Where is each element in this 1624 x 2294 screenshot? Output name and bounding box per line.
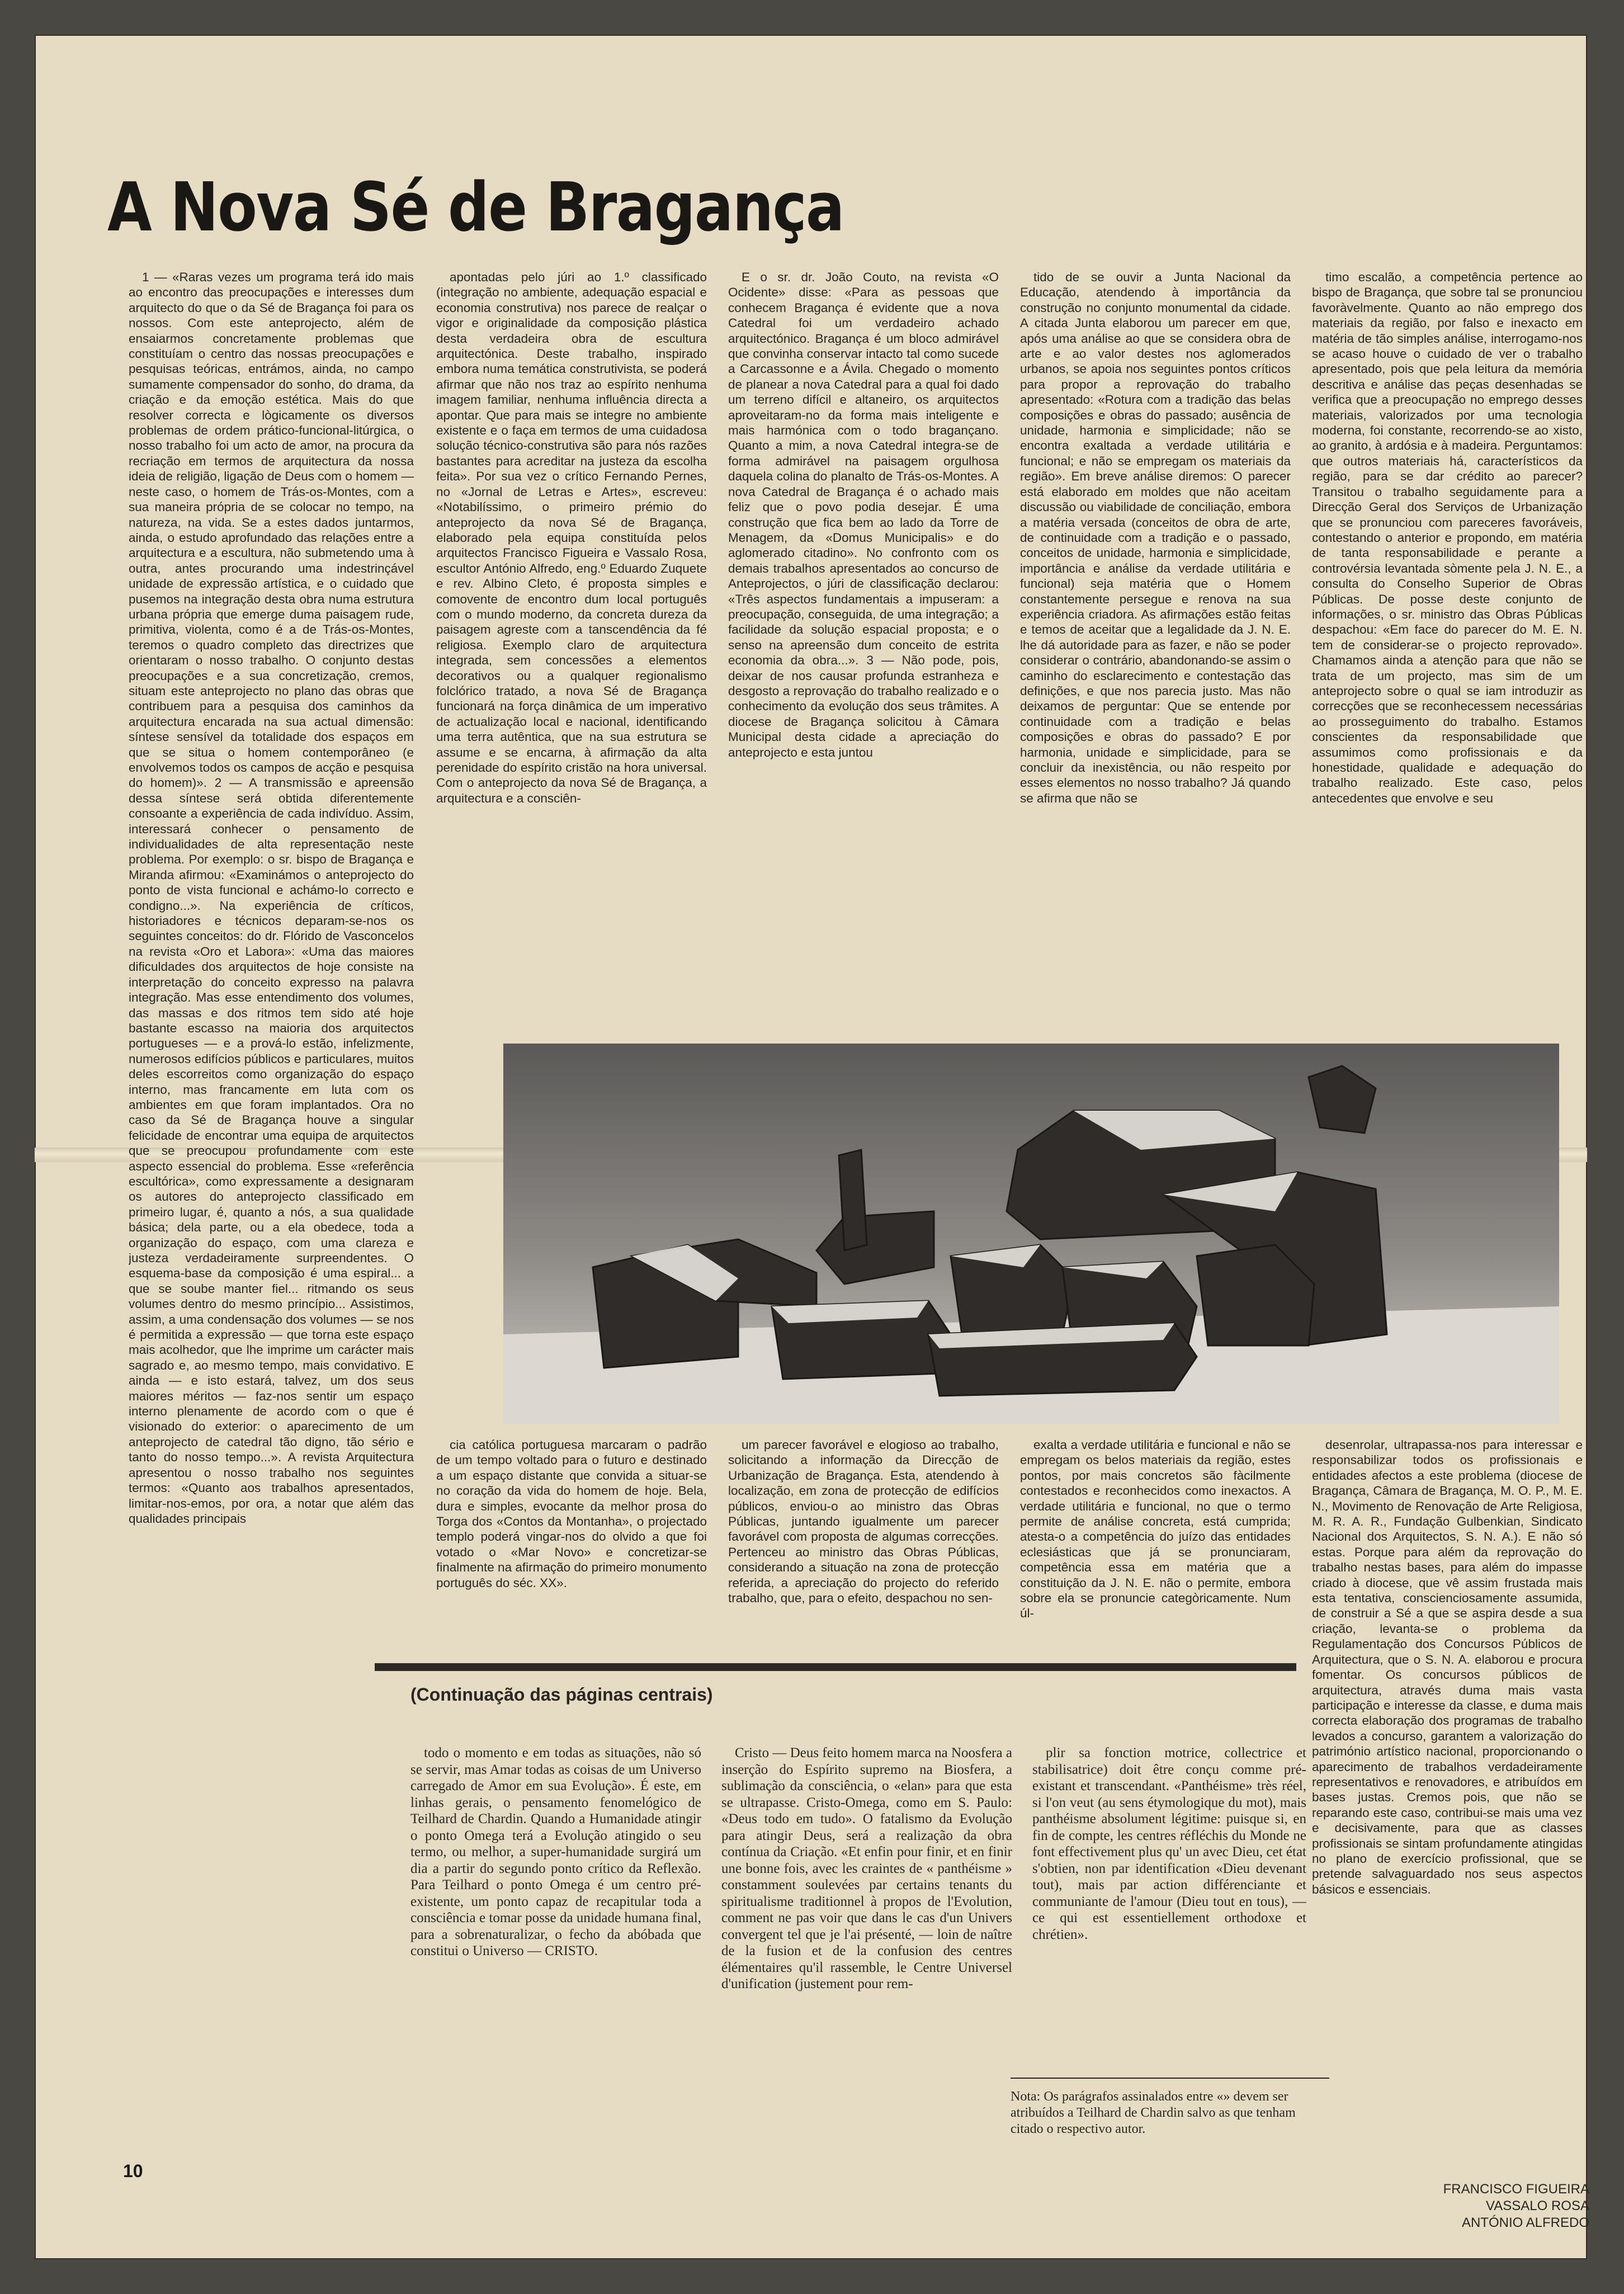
signature-3: ANTÓNIO ALFREDO [1461, 2215, 1589, 2230]
article-column-4-end: exalta a verdade utilitária e funcional e não se empregam os belos materiais da região, estes pontos, por mais concretos são fàcilmente contestados e reconhecidos como inexactos. A verdade utilitária e funcional, no que o termo permite de análise concreta, está cumprida; atesta-o a competência do juízo das entidades eclesiásticas que já se pronunciaram, competência essa em matéria que a constituição da J. N. E. não o permite, embora sobre ela se pronuncie categòricamente. Num úl- [1020, 1438, 1291, 1621]
page-number: 10 [123, 2161, 143, 2181]
headline: A Nova Sé de Bragança [107, 169, 844, 247]
continuation-column-1: todo o momento e em todas as situações, não só se servir, mas Amar todas as coisas de um Universo carregado de Amor em sua Evolução». É este, em linhas gerais, o pensamento fenomelógico de Teilhard de Chardin. Quando a Humanidade atingir o ponto Omega terá a Evolução atingido o seu termo, ou melhor, a super-humanidade surgirá um dia a partir do segundo ponto crítico da Reflexão. Para Teilhard o ponto Omega é um centro pré-existente, um ponto capaz de recapitular toda a consciência e tomar posse da unidade humana final, para a sobrenaturalizar, o fecho da abóbada que constitui o Universo — CRISTO. [410, 1745, 701, 1958]
footnote: Nota: Os parágrafos assinalados entre «» devem ser atribuídos a Teilhard de Chardin salvo as que tenham citado o respectivo autor. [1011, 2078, 1329, 2137]
article-column-5: timo escalão, a competência pertence ao bispo de Bragança, que sobre tal se pronunciou favoràvelmente. Quanto ao não emprego dos materiais da região, por falso e inexacto em matéria de tão simples análise, interrogamo-nos se acaso houve o cuidado de ver o trabalho apresentado, pois que pela leitura da memória descritiva e análise das peças desenhadas se verifica que a preocupação no emprego desses materiais, valorizados por uma tecnologia moderna, foi constante, recorrendo-se ao xisto, ao granito, à ardósia e à madeira. Perguntamos: que outros materiais há, característicos da região, para se dar crédito ao parecer? Transitou o trabalho seguidamente para a Direcção Geral dos Serviços de Urbanização que se pronunciou com pareceres favoráveis, contestando o anterior e propondo, em matéria de tanta responsabilidade e perante a controvérsia levantada sòmente pela J. N. E., a consulta do Conselho Superior de Obras Públicas. De posse deste conjunto de informações, o sr. ministro das Obras Públicas despachou: «Em face do parecer do M. E. N. tem de considerar-se o projecto reprovado». Chamamos ainda a atenção para que não se trata de um projecto, mas sim de um anteprojecto sobre o qual se iam introduzir as correcções que se reconhecessem necessárias ao prosseguimento do trabalho. Estamos conscientes da responsabilidade que assumimos como profissionais e da honestidade, qualidade e adequação do trabalho realizado. Este caso, pelos antecedentes que envolve e seu [1312, 270, 1583, 805]
article-column-2-end: cia católica portuguesa marcaram o padrão de um tempo voltado para o futuro e destinado a um espaço distante que convida a situar-se no coração da vida do homem de hoje. Bela, dura e simples, evocante da melhor prosa do Torga dos «Contos da Montanha», o projectado templo poderá vingar-nos do olvido a que foi votado o «Mar Novo» e concretizar-se finalmente na afirmação do primeiro monumento português do séc. XX». [436, 1438, 707, 1590]
author-signatures [1321, 2181, 1589, 2231]
continuation-column-3: plir sa fonction motrice, collectrice et stabilisatrice) doit être conçu comme pré-existant et transcendant. «Panthéisme» très réel, si l'on veut (au sens étymologique du mot), mais panthéisme absolument légitime: puisque si, en fin de compte, les centres réfléchis du Monde ne font effectivement plus qu' un avec Dieu, cet état s'obtien, non par identification «Dieu devenant tout), mais par action différenciante et communiante de l'amour (Dieu tout en tous), — ce qui est essentiellement orthodoxe et chrétien». [1032, 1745, 1306, 1942]
newspaper-page [35, 35, 1587, 2259]
article-column-2: apontadas pelo júri ao 1.º classificado (integração no ambiente, adequação espacial e economia construtiva) nos parece de realçar o vigor e originalidade da composição plástica desta verdadeira obra de escultura arquitectónica. Deste trabalho, inspirado embora numa temática construtivista, se poderá afirmar que não nos traz ao espírito nenhuma imagem familiar, nenhuma influência directa a apontar. Que para mais se integre no ambiente existente e o faça em termos de uma cuidadosa solução técnico-construtiva são para nós razões bastantes para acreditar na justeza da escolha feita». Por sua vez o crítico Fernando Pernes, no «Jornal de Letras e Artes», escreveu: «Notabilíssimo, o primeiro prémio do anteprojecto da nova Sé de Bragança, elaborado pela equipa constituída pelos arquitectos Francisco Figueira e Vassalo Rosa, escultor António Alfredo, eng.º Eduardo Zuquete e rev. Albino Cleto, é proposta simples e comovente de encontro dum local português com o mundo moderno, da concreta dureza da paisagem agreste com a tanscendência da fé religiosa. Exemplo claro de arquitectura integrada, sem concessões a elementos decorativos ou a qualquer regionalismo folclórico tratado, a nova Sé de Bragança funcionará na força dinâmica de um imperativo de actualização local e nacional, identificando uma terra autêntica, que na sua estrutura se assume e se encarna, à afirmação da alta perenidade do espírito cristão na hora universal. Com o anteprojecto da nova Sé de Bragança, a arquitectura e a consciên- [436, 270, 707, 805]
article-column-3-end: um parecer favorável e elogioso ao trabalho, solicitando a informação da Direcção de Urbanização de Bragança. Esta, atendendo à localização, em zona de protecção de edifícios públicos, enviou-o ao ministro das Obras Públicas, juntando igualmente um parecer favorável com proposta de algumas correcções. Pertenceu ao ministro das Obras Públicas, considerando a situação na zona de protecção referida, a apreciação do projecto do referido trabalho, que, para o efeito, despachou no sen- [728, 1438, 999, 1606]
article-column-5-end: desenrolar, ultrapassa-nos para interessar e responsabilizar todos os profissionais e entidades afectos a este problema (diocese de Bragança, Câmara de Bragança, M. O. P., M. E. N., Movimento de Renovação de Arte Religiosa, M. R. A. R., Fundação Gulbenkian, Sindicato Nacional dos Arquitectos, S. N. A.). E não só estas. Porque para além da reprovação do trabalho nestas bases, para além do impasse criado à diocese, que vê assim frustada mais esta tentativa, conscienciosamente assumida, de construir a Sé a que se aspira desde a sua criação, levanta-se o problema da Regulamentação dos Concursos Públicos de Arquitectura, que o S. N. A. elaborou e procura fomentar. Os concursos públicos de arquitectura, através duma mais vasta participação e interesse da classe, e duma mais correcta elaboração dos programas de trabalho levados a concurso, garantem a valorização do património artístico nacional, proporcionando o aparecimento de trabalhos verdadeiramente representativos e renovadores, e atribuídos em bases justas. Cremos pois, que não se reparando este caso, contribui-se mais uma vez e decisivamente, para que as classes profissionais se sintam profundamente atingidas no plano de exercício profissional, que se pretende salvaguardado nos seus aspectos básicos e essenciais. [1312, 1438, 1583, 1896]
article-column-3: E o sr. dr. João Couto, na revista «O Ocidente» disse: «Para as pessoas que conhecem Bragança é evidente que a nova Catedral foi um verdadeiro achado arquitectónico. Bragança é um bloco admirável que convinha conservar intacto tal como sucede a Carcassonne e a Ávila. Chegado o momento de planear a nova Catedral para a qual foi dado um terreno difícil e altaneiro, os arquitectos aproveitaram-no da forma mais inteligente e mais harmónica com o todo bragançano. Quanto a mim, a nova Catedral integra-se de forma admirável na paisagem orgulhosa daquela colina do planalto de Trás-os-Montes. A nova Catedral de Bragança é o achado mais feliz que o povo podia desejar. É uma construção que fica bem ao lado da Torre de Menagem, da «Domus Municipalis» e do aglomerado citadino». No confronto com os demais trabalhos apresentados ao concurso de Anteprojectos, o júri de classificação declarou: «Três aspectos fundamentais a impuseram: a preocupação, conseguida, de uma integração; a facilidade da solução espacial proposta; e o senso na apreensão dum conceito de estrita economia da obra...». 3 — Não pode, pois, deixar de nos causar profunda estranheza e desgosto a reprovação do trabalho realizado e o conhecimento da evolução dos seus trâmites. A diocese de Bragança solicitou à Câmara Municipal desta cidade a apreciação do anteprojecto e esta juntou [728, 270, 999, 759]
signature-2: VASSALO ROSA [1486, 2198, 1589, 2213]
article-column-4: tido de se ouvir a Junta Nacional da Educação, atendendo à importância da construção no conjunto monumental da cidade. A citada Junta elaborou um parecer em que, após uma análise ao que se considera obra de arte e ao valor destes nos aglomerados urbanos, se apoia nos seguintes pontos críticos para propor a reprovação do trabalho apresentado: «Rotura com a tradição das belas composições e obras do passado; ausência de unidade, harmonia e simplicidade; não se encontra exaltada a verdade utilitária e funcional; e não se empregam os materiais da região». Em breve análise diremos: O parecer está elaborado em moldes que não aceitam discussão ou viabilidade de conciliação, embora a matéria versada (conceitos de obra de arte, de continuidade com a tradição e o passado, conceitos de unidade, harmonia e simplicidade, importância e análise da verdade utilitária e funcional) seja matéria que o Homem constantemente persegue e renova na sua experiência criadora. As afirmações estão feitas e temos de aceitar que a legalidade da J. N. E. lhe dá autoridade para as fazer, e não se poder considerar o contrário, abandonando-se assim o caminho do esclarecimento e contestação das definições, e que nos parecia justo. Mas não deixamos de perguntar: Que se entende por continuidade com a tradição e belas composições e obras do passado? E por harmonia, unidade e simplicidade, para se concluir da inexistência, ou não respeito por esses elementos no nosso trabalho? Já quando se afirma que não se [1020, 270, 1291, 805]
signature-1: FRANCISCO FIGUEIRA [1443, 2182, 1589, 2197]
cathedral-model-photo [503, 1044, 1559, 1424]
article-column-1: 1 — «Raras vezes um programa terá ido mais ao encontro das preocupações e interesses dum arquitecto do que o da Sé de Bragança foi para os nossos. Com este anteprojecto, além de ensaiarmos concretamente problemas que constituíam o centro das nossas preocupações e pesquisas teóricas, entrámos, ainda, no campo sumamente compensador do sonho, do drama, da criação e da emoção estética. Mais do que resolver correcta e lògicamente os diversos problemas de ordem prático-funcional-litúrgica, o nosso trabalho foi um acto de amor, na procura da recriação em termos de arquitectura da nossa ideia de religião, ligação de Deus com o homem — neste caso, o homem de Trás-os-Montes, com a sua maneira própria de se colocar no tempo, na natureza, na vida. Se a estes dados juntarmos, ainda, o estudo aprofundado das relações entre a arquitectura e a escultura, não submetendo uma à outra, antes procurando uma indestrinçável unidade de expressão artística, e o cuidado que pusemos na integração desta obra numa estrutura urbana própria que emerge duma paisagem rude, primitiva, violenta, como é a de Trás-os-Montes, teremos o quadro completo das directrizes que orientaram o nosso trabalho. O conjunto destas preocupações e a sua concretização, cremos, situam este anteprojecto no plano das obras que contribuem para a pesquisa dos caminhos da arquitectura encarada na sua actual dimensão: síntese sensível da totalidade dos espaços em que se situa o homem contemporâneo (e envolvemos todos os campos de acção e pesquisa do homem)». 2 — A transmissão e apreensão dessa síntese será obtida diferentemente consoante a experiência de cada indivíduo. Assim, interessará conhecer o pensamento de individualidades de alta representação neste problema. Por exemplo: o sr. bispo de Bragança e Miranda afirmou: «Examinámos o anteprojecto do ponto de vista funcional e achámo-lo correcto e condigno...». Na experiência de críticos, historiadores e técnicos deparam-se-nos os seguintes conceitos: do dr. Flórido de Vasconcelos na revista «Oro et Labora»: «Uma das maiores dificuldades dos arquitectos de hoje consiste na interpretação do conceito expresso na palavra integração. Mas esse entendimento dos volumes, das massas e dos ritmos tem sido até hoje bastante escasso na maioria dos arquitectos portugueses — e a prová-lo estão, infelizmente, numerosos edifícios públicos e particulares, muitos deles escorreitos como organização do espaço interno, mas francamente em luta com os ambientes em que foram implantados. Ora no caso da Sé de Bragança houve a singular felicidade de encontrar uma equipa de arquitectos que se preocupou profundamente com este aspecto essencial do problema. Esse «referência escultórica», como expressamente a designaram os autores do anteprojecto classificado em primeiro lugar, é, quanto a nós, a sua qualidade básica; dela parte, ou a ela obedece, toda a organização do espaço, com uma clareza e justeza verdadeiramente surpreendentes. O esquema-base da composição é uma espiral... a que se soube manter fiel... ritmando os seus volumes dentro do mesmo princípio... Assistimos, assim, a uma condensação dos volumes — se nos é permitida a expressão — que torna este espaço mais acolhedor, que lhe imprime um carácter mais sagrado e, ao mesmo tempo, mais convidativo. E ainda — e isto estará, talvez, um dos seus maiores méritos — faz-nos sentir um espaço interno plenamente de acordo com o que é visionado do exterior: o aparecimento de um anteprojecto de catedral tão digno, tão sério e tanto do nosso tempo...». A revista Arquitectura apresentou o nosso trabalho nos seguintes termos: «Quanto aos trabalhos apresentados, limitar-nos-emos, por ora, a notar que além das qualidades principais [129, 270, 414, 1526]
section-divider [375, 1663, 1296, 1671]
section-header: (Continuação das páginas centrais) [410, 1684, 713, 1705]
continuation-column-2: Cristo — Deus feito homem marca na Noosfera a inserção do Espírito supremo na Biosfera, a sublimação da consciência, o «elan» para que esta se ultrapasse. Cristo-Omega, como em S. Paulo: «Deus todo em tudo». O fatalismo da Evolução para atingir Deus, será a realização da obra contínua da Criação. «Et enfin pour finir, et en finir une bonne fois, avec les craintes de « panthéisme » constamment soulevées par certains tenants du spiritualisme traditionnel à propos de l'Evolution, comment ne pas voir que dans le cas d'un Univers convergent tel que je l'ai présenté, — loin de naître de la fusion et de la confusion des centres élémentaires qu'il rassemble, le Centre Universel d'unification (justement pour rem- [721, 1745, 1012, 1991]
